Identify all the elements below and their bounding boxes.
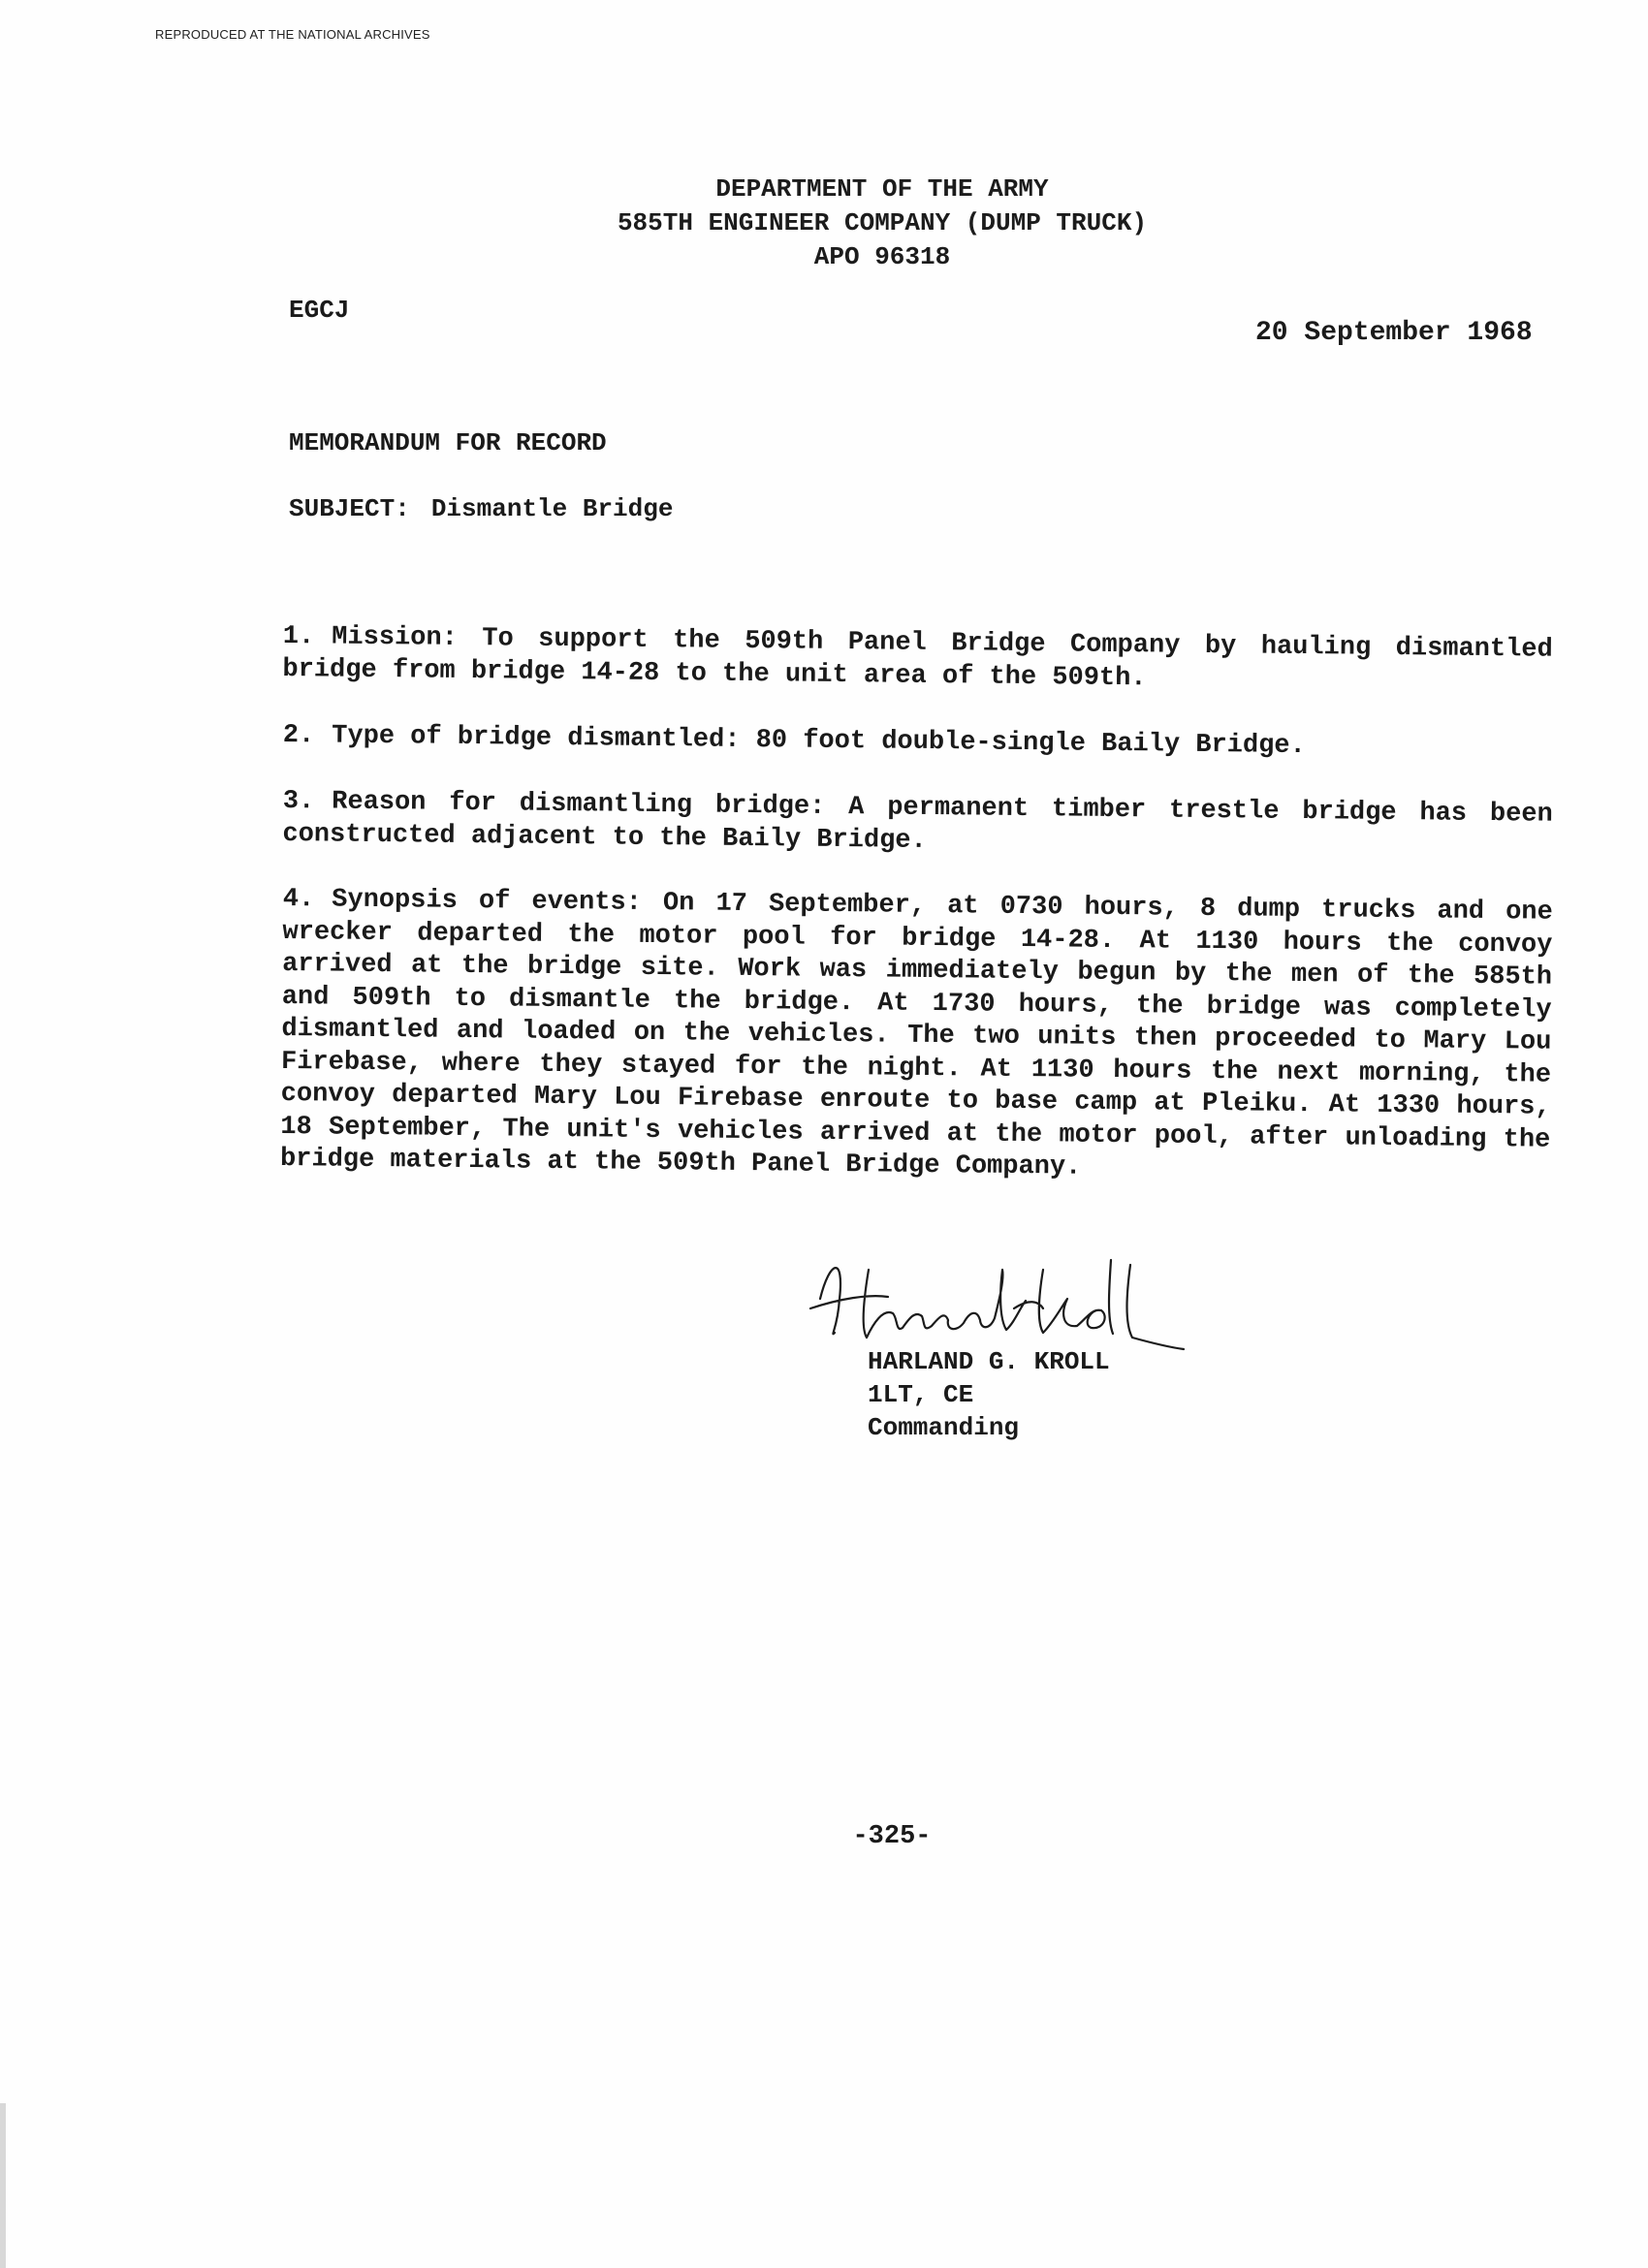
signer-rank: 1LT, CE xyxy=(868,1380,974,1409)
paragraph-text: Mission: To support the 509th Panel Bridge Company by hauling dismantled bridge from bridge 14-28 to the unit area of the 509th. xyxy=(282,622,1553,694)
memo-title: MEMORANDUM FOR RECORD xyxy=(289,428,607,457)
subject-label: SUBJECT: xyxy=(289,494,410,523)
letterhead xyxy=(0,173,1648,274)
paragraph-bridge-type xyxy=(283,719,1553,766)
page-number: -325- xyxy=(852,1822,932,1851)
office-symbol: EGCJ xyxy=(289,296,350,325)
memo-date: 20 September 1968 xyxy=(1255,318,1533,348)
paragraph-reason xyxy=(282,785,1553,865)
signature-block xyxy=(868,1345,1110,1444)
paragraph-number: 3. xyxy=(282,786,315,817)
paragraph-mission xyxy=(282,620,1553,700)
subject-line xyxy=(289,494,673,523)
paragraph-text: Reason for dismantling bridge: A permanent timber trestle bridge has been constructed adjacent to the Baily Bridge. xyxy=(282,787,1553,856)
scan-edge-shadow xyxy=(0,2103,6,2268)
paragraph-number: 1. xyxy=(282,621,315,652)
paragraph-number: 2. xyxy=(282,720,315,751)
signer-name: HARLAND G. KROLL xyxy=(868,1347,1110,1376)
letterhead-unit: 585TH ENGINEER COMPANY (DUMP TRUCK) xyxy=(617,208,1148,237)
signer-title: Commanding xyxy=(868,1413,1020,1442)
paragraph-text: Synopsis of events: On 17 September, at 0730 hours, 8 dump trucks and one wrecker departed the motor pool for bridge 14-28. At 1130 hours the convoy arrived at the bridge site. Work was immediately begun by the men of the 585th and 509th to dismantle the bridge. At 1730 hours, the bridge was completely dismantled and loaded on the vehicles. The two units then proceeded to Mary Lou Firebase, where they stayed for the night. At 1130 hours the next morning, the convoy departed Mary Lou Firebase enroute to base camp at Pleiku. At 1330 hours, 18 September, The unit's vehicles arrived at the motor pool, after unloading the bridge materials at the 509th Panel Bridge Company. xyxy=(279,885,1553,1182)
letterhead-department: DEPARTMENT OF THE ARMY xyxy=(715,174,1049,204)
paragraph-synopsis xyxy=(280,884,1553,1189)
letterhead-apo: APO 96318 xyxy=(813,242,951,271)
paragraph-number: 4. xyxy=(282,884,315,915)
paragraph-text: Type of bridge dismantled: 80 foot double-single Baily Bridge. xyxy=(332,721,1306,762)
archive-stamp: REPRODUCED AT THE NATIONAL ARCHIVES xyxy=(155,27,430,42)
subject-value: Dismantle Bridge xyxy=(430,494,674,523)
